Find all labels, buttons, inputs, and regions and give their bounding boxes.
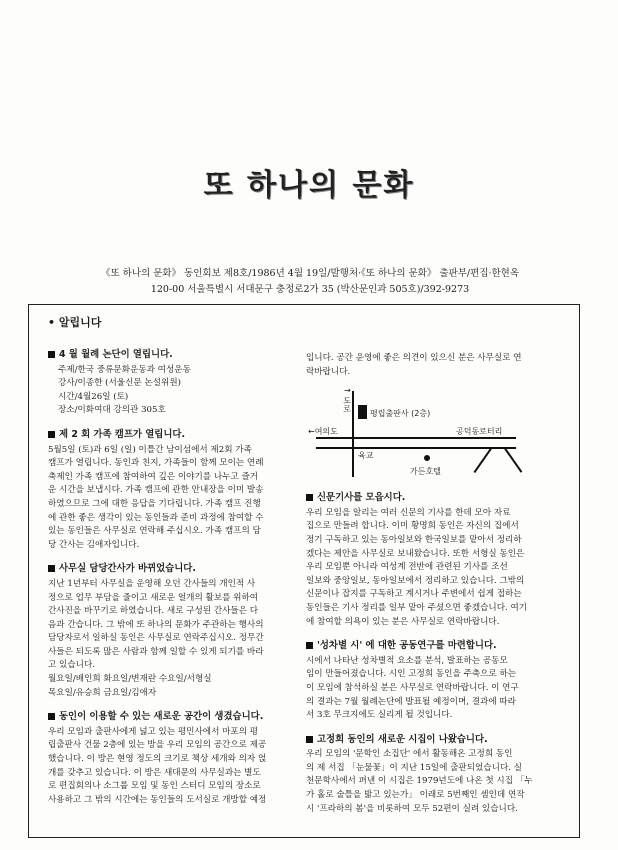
- body-line: 개를 갖추고 있습니다. 이 방은 새대문의 사무실과는 별도: [48, 767, 261, 778]
- body-line: 우리 모임을 알리는 여러 신문의 기사를 한데 모아 자료: [306, 507, 511, 518]
- body-line: 시 '프라하의 봄'을 비롯하여 모두 52편이 실려 있습니다.: [306, 803, 518, 814]
- body-line: 간사진을 바꾸기로 하였습니다. 새로 구성된 간사들은 다: [48, 606, 259, 617]
- body-line: 로 편집회의나 소그룹 모임 및 동인 스터디 모임의 장소로: [48, 781, 261, 792]
- location-map: [306, 385, 541, 481]
- road-diagonal: [504, 447, 522, 472]
- body-line: 일보와 중앙일보, 동아일보에서 정리하고 있습니다. 그밖의: [306, 575, 525, 586]
- body-line: 캠프가 열립니다. 동인과 친지, 가족들이 함께 모이는 연례: [48, 458, 264, 469]
- section-title: [48, 710, 293, 724]
- section: [48, 710, 293, 807]
- body-line: 입니다. 공간 운영에 좋은 의견이 있으신 분은 사무실로 연: [306, 353, 522, 363]
- body-line: 사들은 되도록 많은 사람과 함께 일할 수 있게 되기를 바라: [48, 646, 264, 657]
- bullet-square-icon: [306, 642, 313, 649]
- section: [48, 428, 293, 552]
- masthead: [30, 266, 590, 298]
- body-line: 의 제 서집 「눈물꽃」이 지난 15일에 출판되었습니다. 실: [306, 762, 523, 773]
- body-line: 락바랍니다.: [306, 366, 351, 377]
- body-line: 겠다는 제안을 사무실로 보내왔습니다. 또한 서형실 동인은: [306, 548, 525, 559]
- body-line: 강사/이종한 (서울신문 논설위원): [58, 378, 181, 389]
- body-line: 우리 모임뿐 아니라 여성계 전반에 관련된 기사를 조선: [306, 562, 508, 573]
- section-title-text: 동인이 이용할 수 있는 새로운 공간이 생겼습니다.: [59, 711, 264, 723]
- right-column: [306, 352, 561, 826]
- section-title-text: 신문기사를 모읍시다.: [317, 492, 406, 504]
- body-line: 서 3호 무크지에도 실리게 될 것입니다.: [306, 710, 453, 721]
- section: [306, 733, 561, 817]
- body-line: 시에서 나타난 성차별적 요소를 분석, 발표하는 공동모: [306, 655, 508, 666]
- body-line: 이 모임에 참석하실 분은 사무실로 연락바랍니다. 이 연구: [306, 682, 519, 693]
- body-line: 의 결과는 7월 월례논단에 발표될 예정이며, 결과에 따라: [306, 696, 516, 707]
- body-line: 정으로 업무 부담을 줄이고 새로운 얼개의 활보를 위하여: [48, 592, 259, 603]
- section: [48, 562, 293, 700]
- body-line: 축제인 가족 캠프에 참여하여 깊은 이야기를 나누고 즐거: [48, 471, 259, 482]
- section-title-text: 사무실 담당간사가 바뀌었습니다.: [59, 563, 196, 575]
- section: [48, 348, 293, 418]
- section-title-text: '성차별 시' 에 대한 공동연구를 마련합니다.: [317, 640, 497, 652]
- map-road-label: ↑ 도로: [342, 387, 352, 413]
- body-line: 지난 1년부터 사무실을 운영해 오던 간사들의 개인적 사: [48, 578, 256, 589]
- bullet-square-icon: [48, 351, 55, 358]
- section-title-text: 고정희 동인의 새로운 시집이 나왔습니다.: [317, 733, 488, 745]
- section-title-text: 4 월 월례 논단이 열립니다.: [59, 349, 173, 360]
- body-line: 신문이나 잡지를 구독하고 계시거나 주변에서 쉽게 접하는: [306, 589, 522, 600]
- section-title: [48, 428, 293, 442]
- body-line: 천문학사에서 펴낸 이 시집은 1979년도에 나온 첫 시집 「누: [306, 776, 533, 787]
- road-diagonal: [474, 447, 492, 472]
- section-title-text: 제 2 회 가족 캠프가 열립니다.: [59, 428, 186, 440]
- body-line: 있는 동인들은 사무실로 연락해 주십시오. 가족 캠프의 담: [48, 526, 261, 537]
- body-line: 사용하고 그 밖의 시간에는 동인들의 도서실로 개방할 예정: [48, 794, 267, 805]
- map-hotel-label: 가든호텔: [410, 467, 441, 477]
- body-line: 에 관한 좋은 생각이 있는 동인들과 준비 과정에 참여할 수: [48, 512, 264, 523]
- section-title: [306, 639, 561, 653]
- body-line: 가 홀로 술틀을 밟고 있는가」 이래로 5번째인 셈인데 연작: [306, 790, 525, 801]
- hotel-marker: [424, 455, 430, 461]
- section: [306, 639, 561, 723]
- body-line: 하였으므로 그에 대한 응답을 기다립니다. 가족 캠프 진행: [48, 498, 261, 509]
- bullet-square-icon: [48, 565, 55, 572]
- body-line: 5월5일 (토)과 6일 (일) 이틀간 남이섬에서 제2회 가족: [48, 444, 252, 455]
- body-line: 월요일/배인희 화요일/변재란 수요일/서형실: [48, 674, 212, 685]
- body-line: 임이 만들어졌습니다. 시인 고정희 동인을 주축으로 하는: [306, 669, 517, 680]
- section-title: [306, 733, 561, 747]
- left-column: [48, 348, 293, 817]
- bullet-square-icon: [306, 736, 313, 743]
- bullet-square-icon: [306, 494, 313, 501]
- body-line: 우리 모임의 '문학인 소집단' 에서 활동해온 고정희 동인: [306, 749, 513, 760]
- body-line: 동인들은 기사 정리를 일부 맡아 주셨으면 좋겠습니다. 여기: [306, 602, 528, 613]
- body-line: 집으로 만들려 합니다. 이미 황명희 동인은 자신의 집에서: [306, 521, 519, 532]
- body-line: 고 있습니다.: [48, 660, 95, 671]
- section-title: [306, 491, 561, 505]
- bullet-square-icon: [48, 431, 55, 438]
- body-line: 당 간사는 김애자입니다.: [48, 539, 140, 550]
- map-left-label: ←여의도: [308, 427, 338, 437]
- page-title: 또 하나의 문화: [203, 168, 415, 203]
- body-line: 담당자로서 일하실 동인은 사무실로 연락주십시오. 정무간: [48, 633, 264, 644]
- body-line: 주제/한국 중류문화운동과 여성운동: [58, 364, 191, 375]
- notice-header: • 알립니다: [48, 316, 102, 329]
- masthead-line: 120-00 서울특별시 서대문구 충정로2가 35 (박산문인과 505호)/392-9273: [150, 284, 470, 295]
- body-line: 했습니다. 이 방은 현영 정도의 크기로 책상 세개와 의자 얹: [48, 754, 267, 765]
- body-line: 정기 구독하고 있는 동아일보와 한국일보를 맡아서 정리하: [306, 534, 522, 545]
- road-horizontal-2: [316, 447, 516, 449]
- body-line: 립출판사 건물 2층에 있는 방을 우리 모임의 공간으로 제공: [48, 740, 267, 751]
- body-line: 우리 모임과 출판사에게 넓고 있는 평민사에서 마포의 평: [48, 726, 259, 737]
- body-line: 시간/4월26일 (토): [58, 391, 129, 402]
- section: [306, 491, 561, 629]
- body-line: 장소/이화여대 강의관 305호: [58, 405, 166, 416]
- map-building-label: 평립출판사 (2층): [370, 409, 431, 419]
- body-line: 음과 간습니다. 그 밖에 또 하나의 문화가 주관하는 행사의: [48, 619, 264, 630]
- map-market-label: 공덕동로터리: [456, 427, 503, 437]
- body-line: 목요일/유승희 금요일/김애자: [48, 687, 157, 698]
- section-title: [48, 348, 293, 362]
- bullet-square-icon: [48, 713, 55, 720]
- body-line: 에 참여할 의욕이 있는 분은 사무실로 연락바랍니다.: [306, 616, 500, 627]
- building-marker: [358, 405, 367, 419]
- body-line: 운 시간을 보냅시다. 가족 캠프에 관한 안내장을 이미 발송: [48, 485, 264, 496]
- map-bridge-label: 육교: [358, 451, 374, 461]
- section-title: [48, 562, 293, 576]
- masthead-line: 《또 하나의 문화》 동인회보 제8호/1986년 4월 19일/발행처·《또 하나의 문화》 출판부/편집·한현옥: [100, 268, 520, 279]
